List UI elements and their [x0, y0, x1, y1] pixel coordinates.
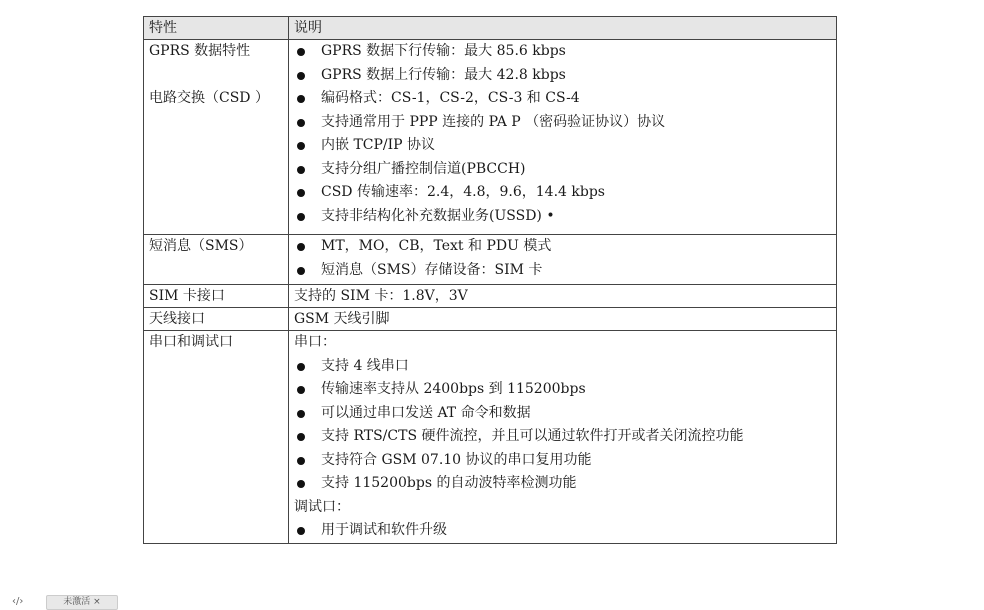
inactive-badge[interactable]: 未激活 ×	[46, 595, 118, 610]
feature-label-sim: SIM 卡接口	[149, 288, 225, 304]
spec-table	[143, 16, 837, 544]
bullet-list-debug	[294, 519, 831, 543]
feature-label-sms: 短消息（SMS）	[149, 238, 253, 254]
feature-cell-serial	[144, 331, 289, 544]
table-row-antenna	[144, 308, 837, 331]
description-cell-sms	[289, 235, 837, 285]
list-item: GPRS 数据下行传输：最大 85.6 kbps	[294, 40, 831, 64]
header-feature: 特性	[144, 17, 289, 40]
list-item: 支持非结构化补充数据业务(USSD) •	[294, 205, 831, 229]
feature-cell-antenna	[144, 308, 289, 331]
feature-cell-sim	[144, 285, 289, 308]
list-item: 内嵌 TCP/IP 协议	[294, 134, 831, 158]
description-cell-gprs	[289, 40, 837, 235]
description-cell-sim	[289, 285, 837, 308]
list-item: 可以通过串口发送 AT 命令和数据	[294, 402, 831, 426]
table-header-row	[144, 17, 837, 40]
list-item: 传输速率支持从 2400bps 到 115200bps	[294, 378, 831, 402]
table-row-sim	[144, 285, 837, 308]
description-cell-antenna	[289, 308, 837, 331]
bullet-list-sms	[294, 235, 831, 282]
feature-cell-gprs	[144, 40, 289, 235]
list-item: 支持 RTS/CTS 硬件流控，并且可以通过软件打开或者关闭流控功能	[294, 425, 831, 449]
description-cell-serial	[289, 331, 837, 544]
debug-port-heading: 调试口：	[294, 498, 350, 515]
list-item: 支持 4 线串口	[294, 355, 831, 379]
bullet-list-gprs	[294, 40, 831, 228]
list-item: 用于调试和软件升级	[294, 519, 831, 543]
sim-description: 支持的 SIM 卡：1.8V，3V	[294, 288, 468, 304]
feature-cell-sms	[144, 235, 289, 285]
code-icon[interactable]: ‹/›	[12, 596, 24, 607]
header-description: 说明	[289, 17, 837, 40]
table-row-sms	[144, 235, 837, 285]
feature-label-serial: 串口和调试口	[149, 334, 233, 350]
list-item: 短消息（SMS）存储设备：SIM 卡	[294, 259, 831, 283]
feature-label-antenna: 天线接口	[149, 311, 205, 327]
list-item: MT，MO，CB，Text 和 PDU 模式	[294, 235, 831, 259]
feature-label-gprs: GPRS 数据特性	[149, 43, 251, 59]
list-item: 编码格式：CS-1，CS-2，CS-3 和 CS-4	[294, 87, 831, 111]
list-item: GPRS 数据上行传输：最大 42.8 kbps	[294, 64, 831, 88]
list-item: CSD 传输速率：2.4，4.8，9.6，14.4 kbps	[294, 181, 831, 205]
table-row-gprs	[144, 40, 837, 235]
table-row-serial	[144, 331, 837, 544]
feature-label-csd: 电路交换（CSD ）	[149, 90, 269, 106]
list-item: 支持符合 GSM 07.10 协议的串口复用功能	[294, 449, 831, 473]
bullet-list-serial	[294, 355, 831, 496]
list-item: 支持 115200bps 的自动波特率检测功能	[294, 472, 831, 496]
antenna-description: GSM 天线引脚	[294, 311, 390, 327]
list-item: 支持分组广播控制信道(PBCCH)	[294, 158, 831, 182]
serial-port-heading: 串口：	[294, 334, 336, 350]
list-item: 支持通常用于 PPP 连接的 PA P （密码验证协议）协议	[294, 111, 831, 135]
